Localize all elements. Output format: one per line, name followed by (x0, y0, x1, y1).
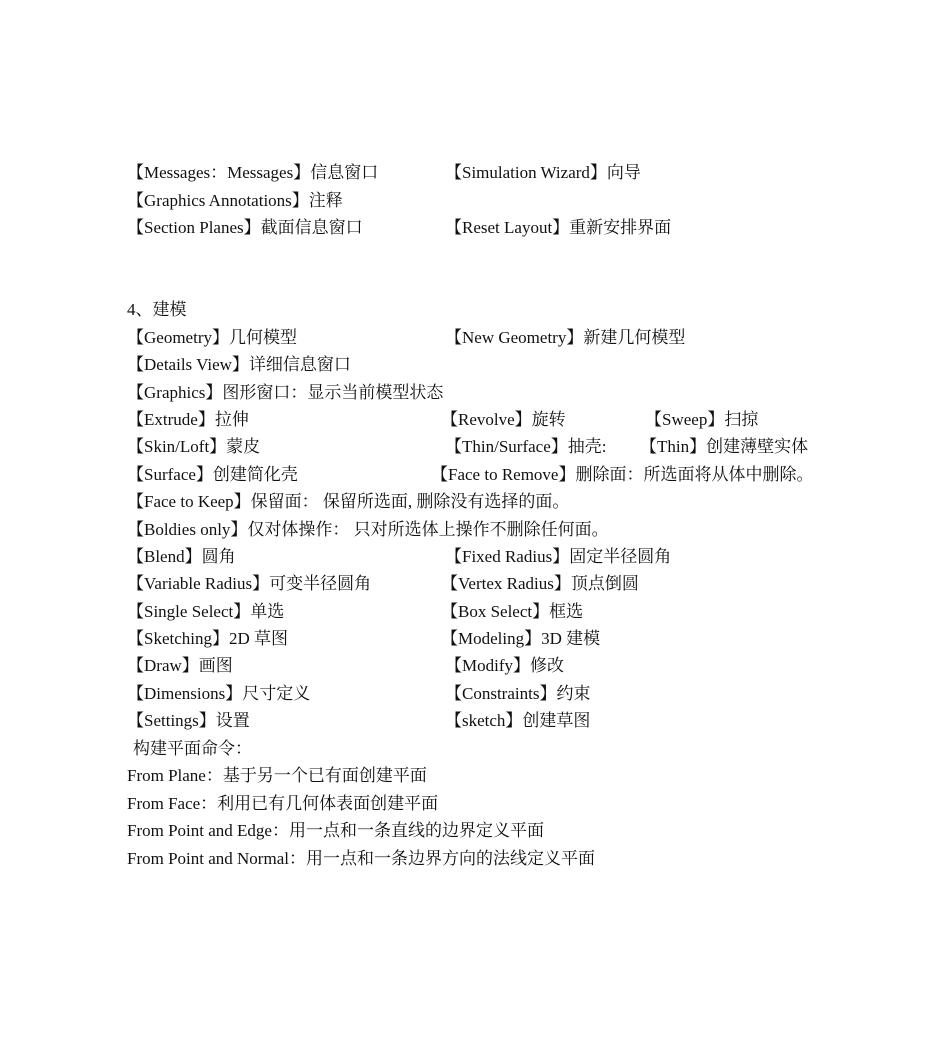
ui-row-1 (127, 159, 641, 186)
graphics-annotations-entry: 【Graphics Annotations】注释 (127, 191, 343, 210)
face-to-keep-entry: 【Face to Keep】保留面： 保留所选面, 删除没有选择的面。 (127, 492, 570, 511)
surface-entry: 【Surface】创建简化壳 (127, 465, 298, 484)
section-planes-entry: 【Section Planes】截面信息窗口 (127, 218, 363, 237)
plane-commands-heading: 构建平面命令： (133, 739, 252, 758)
plane-command-item: From Point and Edge：用一点和一条直线的边界定义平面 (127, 821, 544, 840)
reset-layout-entry: 【Reset Layout】重新安排界面 (445, 218, 672, 237)
thin-surface-entry: 【Thin/Surface】抽壳: (445, 437, 607, 456)
sketching-entry: 【Sketching】2D 草图 (127, 629, 289, 648)
section-heading-modeling: 4、建模 (127, 300, 187, 319)
modeling-row (127, 406, 759, 433)
modeling-row (127, 433, 809, 460)
geometry-entry: 【Geometry】几何模型 (127, 328, 297, 347)
constraints-entry: 【Constraints】约束 (445, 684, 591, 703)
modeling-row (127, 598, 584, 625)
revolve-entry: 【Revolve】旋转 (441, 410, 566, 429)
sketch-entry: 【sketch】创建草图 (445, 711, 591, 730)
extrude-entry: 【Extrude】拉伸 (127, 410, 249, 429)
details-view-entry: 【Details View】详细信息窗口 (127, 355, 351, 374)
new-geometry-entry: 【New Geometry】新建几何模型 (445, 328, 686, 347)
vertex-radius-entry: 【Vertex Radius】顶点倒圆 (441, 574, 639, 593)
modeling-row (127, 707, 591, 734)
modeling-row (127, 461, 814, 488)
plane-command-item: From Plane：基于另一个已有面创建平面 (127, 766, 427, 785)
fixed-radius-entry: 【Fixed Radius】固定半径圆角 (445, 547, 672, 566)
modeling-row (127, 625, 601, 652)
plane-command-item: From Point and Normal：用一点和一条边界方向的法线定义平面 (127, 849, 595, 868)
modeling-row (127, 680, 591, 707)
modeling-row (127, 516, 609, 543)
skin-loft-entry: 【Skin/Loft】蒙皮 (127, 437, 261, 456)
modeling-entry: 【Modeling】3D 建模 (441, 629, 601, 648)
graphics-entry: 【Graphics】图形窗口：显示当前模型状态 (127, 383, 444, 402)
messages-entry: 【Messages：Messages】信息窗口 (127, 163, 379, 182)
modeling-row (127, 570, 639, 597)
face-to-remove-entry: 【Face to Remove】删除面：所选面将从体中删除。 (431, 465, 814, 484)
modeling-row (127, 324, 686, 351)
bodies-only-entry: 【Boldies only】仅对体操作： 只对所选体上操作不删除任何面。 (127, 520, 609, 539)
simulation-wizard-entry: 【Simulation Wizard】向导 (445, 163, 641, 182)
box-select-entry: 【Box Select】框选 (441, 602, 584, 621)
plane-command-item: From Face：利用已有几何体表面创建平面 (127, 794, 439, 813)
thin-entry: 【Thin】创建薄壁实体 (640, 437, 809, 456)
variable-radius-entry: 【Variable Radius】可变半径圆角 (127, 574, 372, 593)
modify-entry: 【Modify】修改 (445, 656, 564, 675)
ui-row-2 (127, 187, 343, 214)
ui-row-3 (127, 214, 672, 241)
dimensions-entry: 【Dimensions】尺寸定义 (127, 684, 311, 703)
modeling-row (127, 543, 672, 570)
sweep-entry: 【Sweep】扫掠 (645, 410, 759, 429)
settings-entry: 【Settings】设置 (127, 711, 250, 730)
modeling-row (127, 379, 443, 406)
modeling-row (127, 488, 569, 515)
draw-entry: 【Draw】画图 (127, 656, 233, 675)
modeling-row (127, 652, 564, 679)
modeling-row (127, 351, 351, 378)
single-select-entry: 【Single Select】单选 (127, 602, 285, 621)
blend-entry: 【Blend】圆角 (127, 547, 236, 566)
